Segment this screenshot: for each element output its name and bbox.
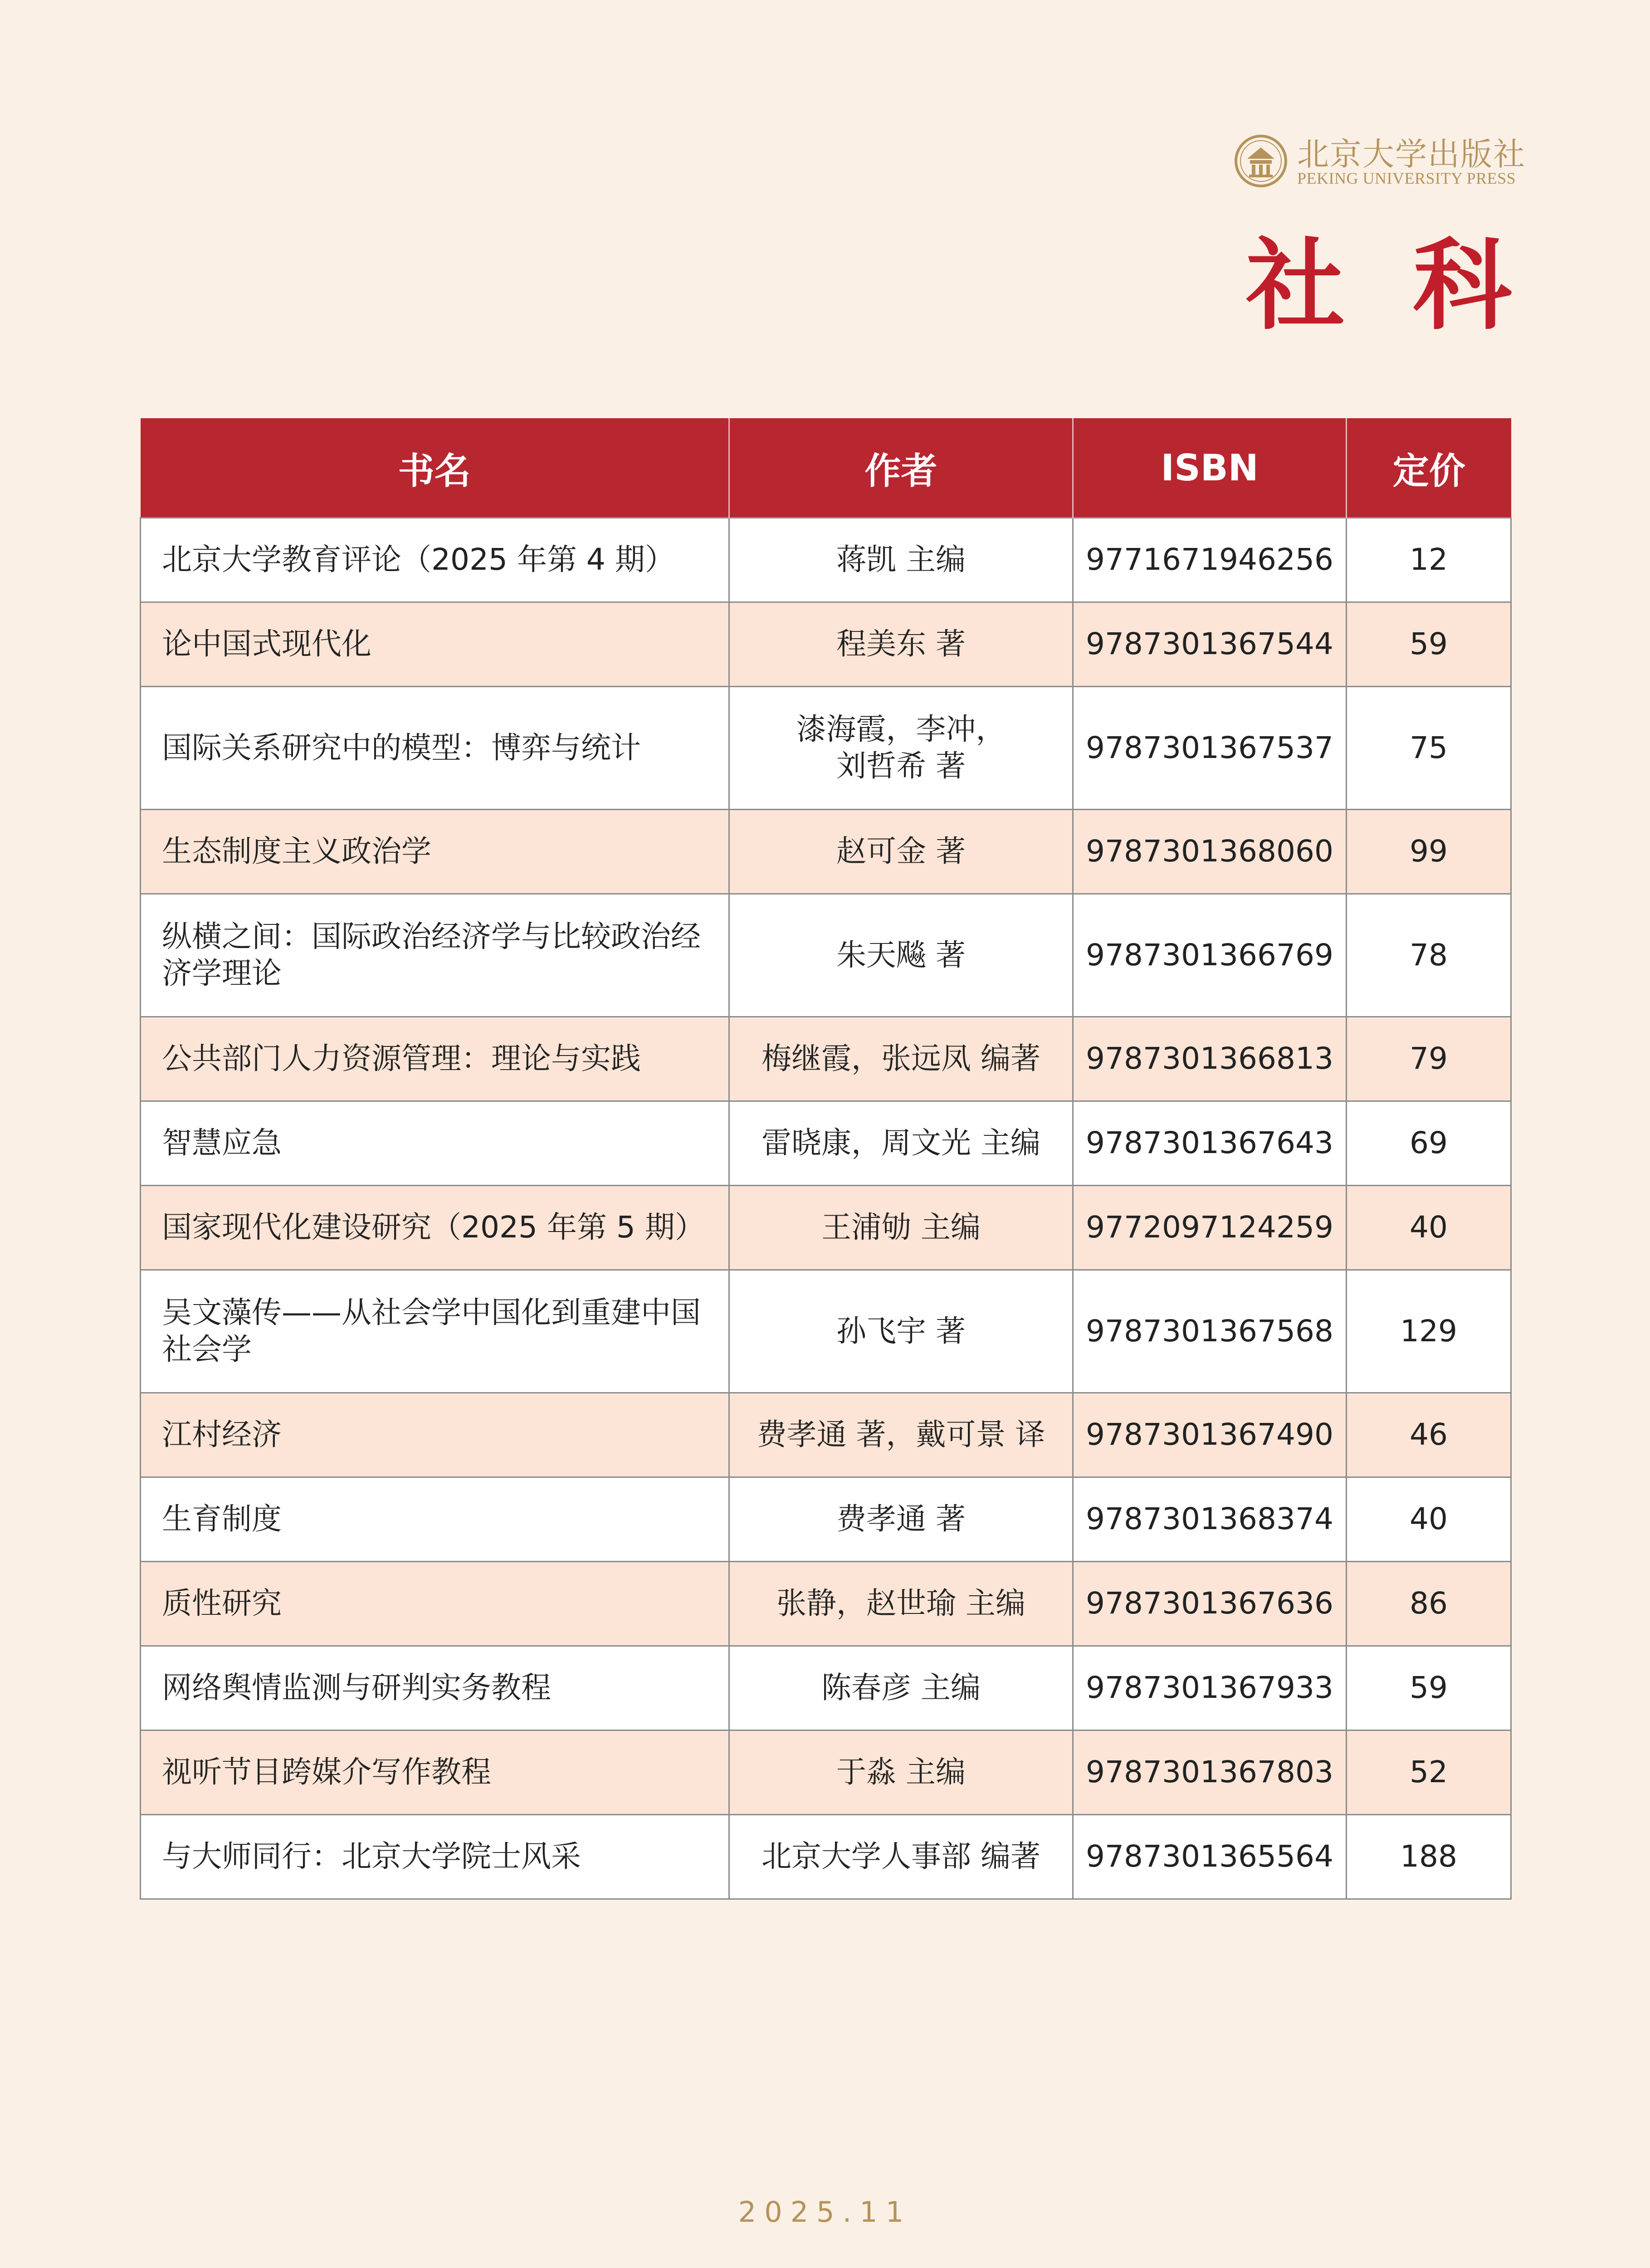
cell-price: 79 (1347, 1017, 1511, 1101)
cell-isbn: 9787301367544 (1073, 602, 1347, 687)
table-row (141, 1562, 1511, 1646)
cell-isbn: 9787301367568 (1073, 1270, 1347, 1393)
header-author: 作者 (729, 418, 1073, 518)
cell-title: 公共部门人力资源管理：理论与实践 (141, 1017, 729, 1101)
cell-title: 生育制度 (141, 1477, 729, 1562)
table-row (141, 1477, 1511, 1562)
publisher-logo (1234, 132, 1526, 191)
cell-isbn: 9787301368060 (1073, 810, 1347, 894)
table-row (141, 1730, 1511, 1815)
cell-isbn: 9787301367933 (1073, 1646, 1347, 1730)
table-row (141, 687, 1511, 810)
cell-author: 赵可金 著 (729, 810, 1073, 894)
table-row (141, 1186, 1511, 1270)
pku-emblem-icon (1234, 134, 1288, 188)
cell-price: 75 (1347, 687, 1511, 810)
table-row (141, 1270, 1511, 1393)
header-title: 书名 (141, 418, 729, 518)
cell-author: 费孝通 著，戴可景 译 (729, 1393, 1073, 1477)
cell-price: 129 (1347, 1270, 1511, 1393)
cell-isbn: 9787301366813 (1073, 1017, 1347, 1101)
cell-price: 59 (1347, 1646, 1511, 1730)
cell-price: 52 (1347, 1730, 1511, 1815)
cell-title: 质性研究 (141, 1562, 729, 1646)
table-row (141, 1393, 1511, 1477)
cell-author: 雷晓康，周文光 主编 (729, 1101, 1073, 1186)
book-table (140, 418, 1512, 1900)
cell-isbn: 9772097124259 (1073, 1186, 1347, 1270)
table-row (141, 1646, 1511, 1730)
cell-price: 59 (1347, 602, 1511, 687)
cell-author: 漆海霞，李冲， 刘哲希 著 (729, 687, 1073, 810)
cell-title: 视听节目跨媒介写作教程 (141, 1730, 729, 1815)
cell-author: 张静，赵世瑜 主编 (729, 1562, 1073, 1646)
cell-author: 费孝通 著 (729, 1477, 1073, 1562)
cell-title: 国际关系研究中的模型：博弈与统计 (141, 687, 729, 810)
cell-price: 78 (1347, 894, 1511, 1017)
cell-author: 程美东 著 (729, 602, 1073, 687)
table-row (141, 1815, 1511, 1899)
cell-author: 北京大学人事部 编著 (729, 1815, 1073, 1899)
cell-author: 王浦劬 主编 (729, 1186, 1073, 1270)
table-row (141, 602, 1511, 687)
cell-isbn: 9787301367490 (1073, 1393, 1347, 1477)
cell-title: 北京大学教育评论（2025 年第 4 期） (141, 518, 729, 602)
cell-price: 99 (1347, 810, 1511, 894)
cell-price: 86 (1347, 1562, 1511, 1646)
cell-isbn: 9787301367803 (1073, 1730, 1347, 1815)
cell-isbn: 9787301365564 (1073, 1815, 1347, 1899)
cell-title: 网络舆情监测与研判实务教程 (141, 1646, 729, 1730)
cell-author: 梅继霞，张远凤 编著 (729, 1017, 1073, 1101)
table-row (141, 894, 1511, 1017)
cell-price: 46 (1347, 1393, 1511, 1477)
table-header-row (141, 418, 1511, 518)
cell-price: 69 (1347, 1101, 1511, 1186)
cell-title: 吴文藻传——从社会学中国化到重建中国社会学 (141, 1270, 729, 1393)
header-price: 定价 (1347, 418, 1511, 518)
cell-author: 孙飞宇 著 (729, 1270, 1073, 1393)
page-title: 社科 (1246, 227, 1580, 343)
table-row (141, 518, 1511, 602)
cell-author: 蒋凯 主编 (729, 518, 1073, 602)
publisher-name-cn: 北京大学出版社 (1297, 136, 1526, 173)
table-row (141, 1017, 1511, 1101)
cell-title: 江村经济 (141, 1393, 729, 1477)
table-row (141, 1101, 1511, 1186)
header-isbn: ISBN (1073, 418, 1347, 518)
cell-price: 188 (1347, 1815, 1511, 1899)
cell-price: 40 (1347, 1186, 1511, 1270)
cell-price: 12 (1347, 518, 1511, 602)
publisher-name-en: PEKING UNIVERSITY PRESS (1297, 169, 1516, 187)
table-row (141, 810, 1511, 894)
cell-price: 40 (1347, 1477, 1511, 1562)
cell-title: 生态制度主义政治学 (141, 810, 729, 894)
table-body (141, 518, 1511, 1899)
footer-date: 2025.11 (738, 2195, 912, 2229)
cell-isbn: 9771671946256 (1073, 518, 1347, 602)
cell-isbn: 9787301366769 (1073, 894, 1347, 1017)
cell-title: 智慧应急 (141, 1101, 729, 1186)
cell-author: 陈春彦 主编 (729, 1646, 1073, 1730)
cell-title: 论中国式现代化 (141, 602, 729, 687)
cell-title: 国家现代化建设研究（2025 年第 5 期） (141, 1186, 729, 1270)
cell-isbn: 9787301368374 (1073, 1477, 1347, 1562)
cell-isbn: 9787301367643 (1073, 1101, 1347, 1186)
cell-title: 与大师同行：北京大学院士风采 (141, 1815, 729, 1899)
cell-author: 于淼 主编 (729, 1730, 1073, 1815)
cell-title: 纵横之间：国际政治经济学与比较政治经济学理论 (141, 894, 729, 1017)
cell-isbn: 9787301367537 (1073, 687, 1347, 810)
cell-isbn: 9787301367636 (1073, 1562, 1347, 1646)
cell-author: 朱天飚 著 (729, 894, 1073, 1017)
